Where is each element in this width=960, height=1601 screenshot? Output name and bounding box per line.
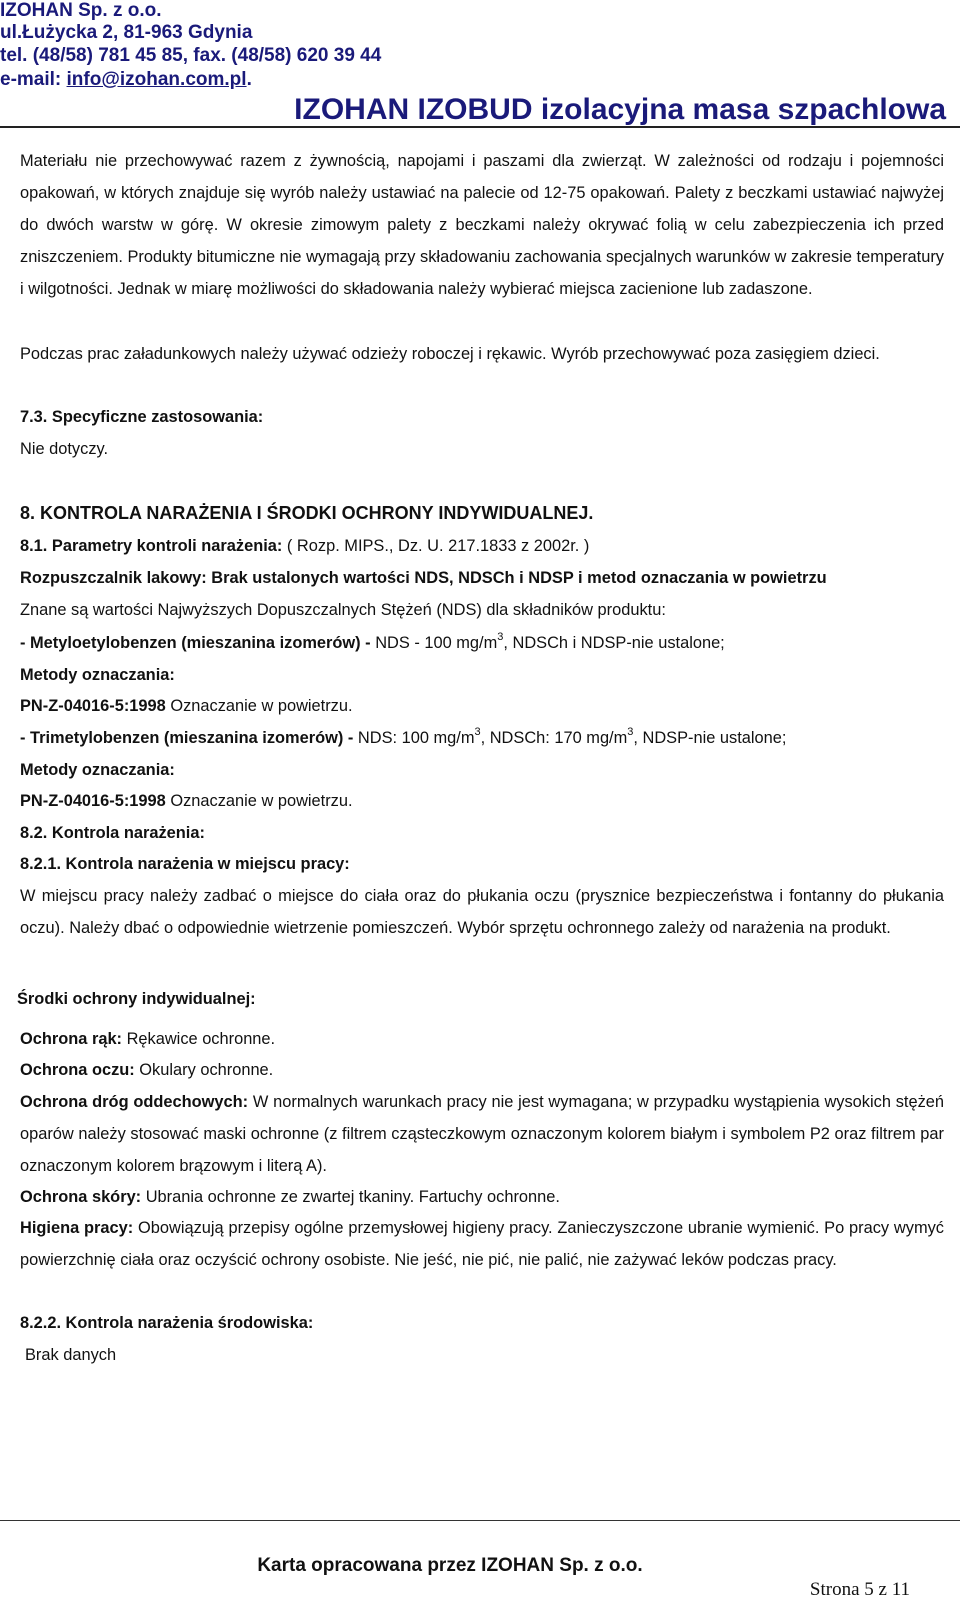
pn-code: PN-Z-04016-5:1998 — [20, 792, 166, 810]
ppe-skin: Ochrona skóry: Ubrania ochronne ze zwartej tkaniny. Fartuchy ochronne. — [20, 1188, 560, 1206]
company-email-line — [0, 69, 252, 91]
section-8-1-reference: ( Rozp. MIPS., Dz. U. 217.1833 z 2002r. ) — [282, 537, 590, 555]
ppe-hands: Ochrona rąk: Rękawice ochronne. — [20, 1030, 276, 1048]
method-2: PN-Z-04016-5:1998 Oznaczanie w powietrzu. — [20, 792, 353, 810]
pn-code: PN-Z-04016-5:1998 — [20, 697, 166, 715]
email-label: e-mail: — [0, 69, 67, 90]
section-8-2-1-heading: 8.2.1. Kontrola narażenia w miejscu pracy: — [20, 855, 350, 873]
section-8-2-heading: 8.2. Kontrola narażenia: — [20, 824, 205, 842]
email-suffix: . — [246, 69, 252, 90]
section-8-1-line — [20, 530, 944, 562]
section-8-2-1-text: W miejscu pracy należy zadbać o miejsce do ciała oraz do płukania oczu (prysznice bezpieczeństwa i fontanny do płukania oczu). Należy dbać o odpowiednie wietrzenie pomieszczeń. Wybór sprzętu ochronnego zależy od narażenia na produkt. — [20, 887, 944, 937]
component-2: - Trimetylobenzen (mieszanina izomerów) - NDS: 100 $mg/m^3$, NDSCh: 170 $mg/m^3$, NDSP-nie ustalone; — [20, 726, 787, 747]
section-7-3-text: Nie dotyczy. — [20, 440, 109, 458]
component-1-name: - Metyloetylobenzen (mieszanina izomerów) - — [20, 634, 376, 652]
methods-label-1: Metody oznaczania: — [20, 666, 175, 684]
work-hygiene: Higiena pracy: Obowiązują przepisy ogólne przemysłowej higieny pracy. Zanieczyszczone ubranie wymienić. Po pracy wymyć powierzchnię ciała oraz oczyścić ochrony osobiste. Nie jeść, nie pić, nie palić, nie zażywać leków podczas pracy. — [20, 1219, 945, 1269]
method-1: PN-Z-04016-5:1998 Oznaczanie w powietrzu. — [20, 697, 353, 715]
company-name: IZOHAN Sp. z o.o. — [0, 0, 162, 21]
handling-paragraph: Podczas prac załadunkowych należy używać odzieży roboczej i rękawic. Wyrób przechowywać poza zasięgiem dzieci. — [20, 345, 880, 363]
page-number: Strona 5 z 11 — [809, 1579, 910, 1600]
section-8-heading: 8. KONTROLA NARAŻENIA I ŚRODKI OCHRONY INDYWIDUALNEJ. — [20, 503, 594, 523]
component-2-name: - Trimetylobenzen (mieszanina izomerów) - — [20, 729, 358, 747]
header-divider — [0, 126, 960, 128]
storage-paragraph: Materiału nie przechowywać razem z żywnością, napojami i paszami dla zwierząt. W zależności od rodzaju i pojemności opakowań, w których znajduje się wyrób należy ustawiać na palecie od 12-75 opakowań. Palety z beczkami ustawiać najwyżej do dwóch warstw w górę. W okresie zimowym palety z beczkami należy okrywać folią w celu zabezpieczenia ich przed zniszczeniem. Produkty bitumiczne nie wymagają przy składowaniu zachowania specjalnych warunków w zakresie temperatury i wilgotności. Jednak w miarę możliwości do składowania należy wybierać miejsca zacienione lub zadaszone. — [20, 152, 944, 298]
section-8-2-2-heading: 8.2.2. Kontrola narażenia środowiska: — [20, 1314, 314, 1332]
company-phone: tel. (48/58) 781 45 85, fax. (48/58) 620 39 44 — [0, 45, 382, 66]
solvent-note: Rozpuszczalnik lakowy: Brak ustalonych wartości NDS, NDSCh i NDSP i metod oznaczania w powietrzu — [20, 569, 827, 587]
product-title: IZOHAN IZOBUD izolacyjna masa szpachlowa — [294, 93, 946, 126]
section-8-1-heading: 8.1. Parametry kontroli narażenia: — [20, 537, 283, 555]
company-address: ul.Łużycka 2, 81-963 Gdynia — [0, 22, 253, 43]
ppe-eyes: Ochrona oczu: Okulary ochronne. — [20, 1061, 274, 1079]
ppe-respiratory: Ochrona dróg oddechowych: W normalnych warunkach pracy nie jest wymagana; w przypadku wystąpienia wysokich stężeń oparów należy stosować maski ochronne (z filtrem cząsteczkowym oznaczonym kolorem białym i symbolem P2 oraz filtrem par oznaczonym kolorem brązowym i literą A). — [20, 1093, 944, 1175]
methods-label-2: Metody oznaczania: — [20, 761, 175, 779]
component-1: - Metyloetylobenzen (mieszanina izomerów) - NDS - 100 $mg/m^3$, NDSCh i NDSP-nie ustalone; — [20, 631, 725, 652]
ppe-heading: Środki ochrony indywidualnej: — [17, 990, 256, 1008]
nds-intro: Znane są wartości Najwyższych Dopuszczalnych Stężeń (NDS) dla składników produktu: — [20, 601, 666, 619]
email-link[interactable]: info@izohan.com.pl — [66, 69, 247, 90]
footer-prepared-by: Karta opracowana przez IZOHAN Sp. z o.o. — [257, 1555, 643, 1576]
section-8-2-2-text: Brak danych — [25, 1346, 117, 1364]
section-7-3-heading: 7.3. Specyficzne zastosowania: — [20, 408, 264, 426]
footer-divider — [0, 1520, 960, 1521]
